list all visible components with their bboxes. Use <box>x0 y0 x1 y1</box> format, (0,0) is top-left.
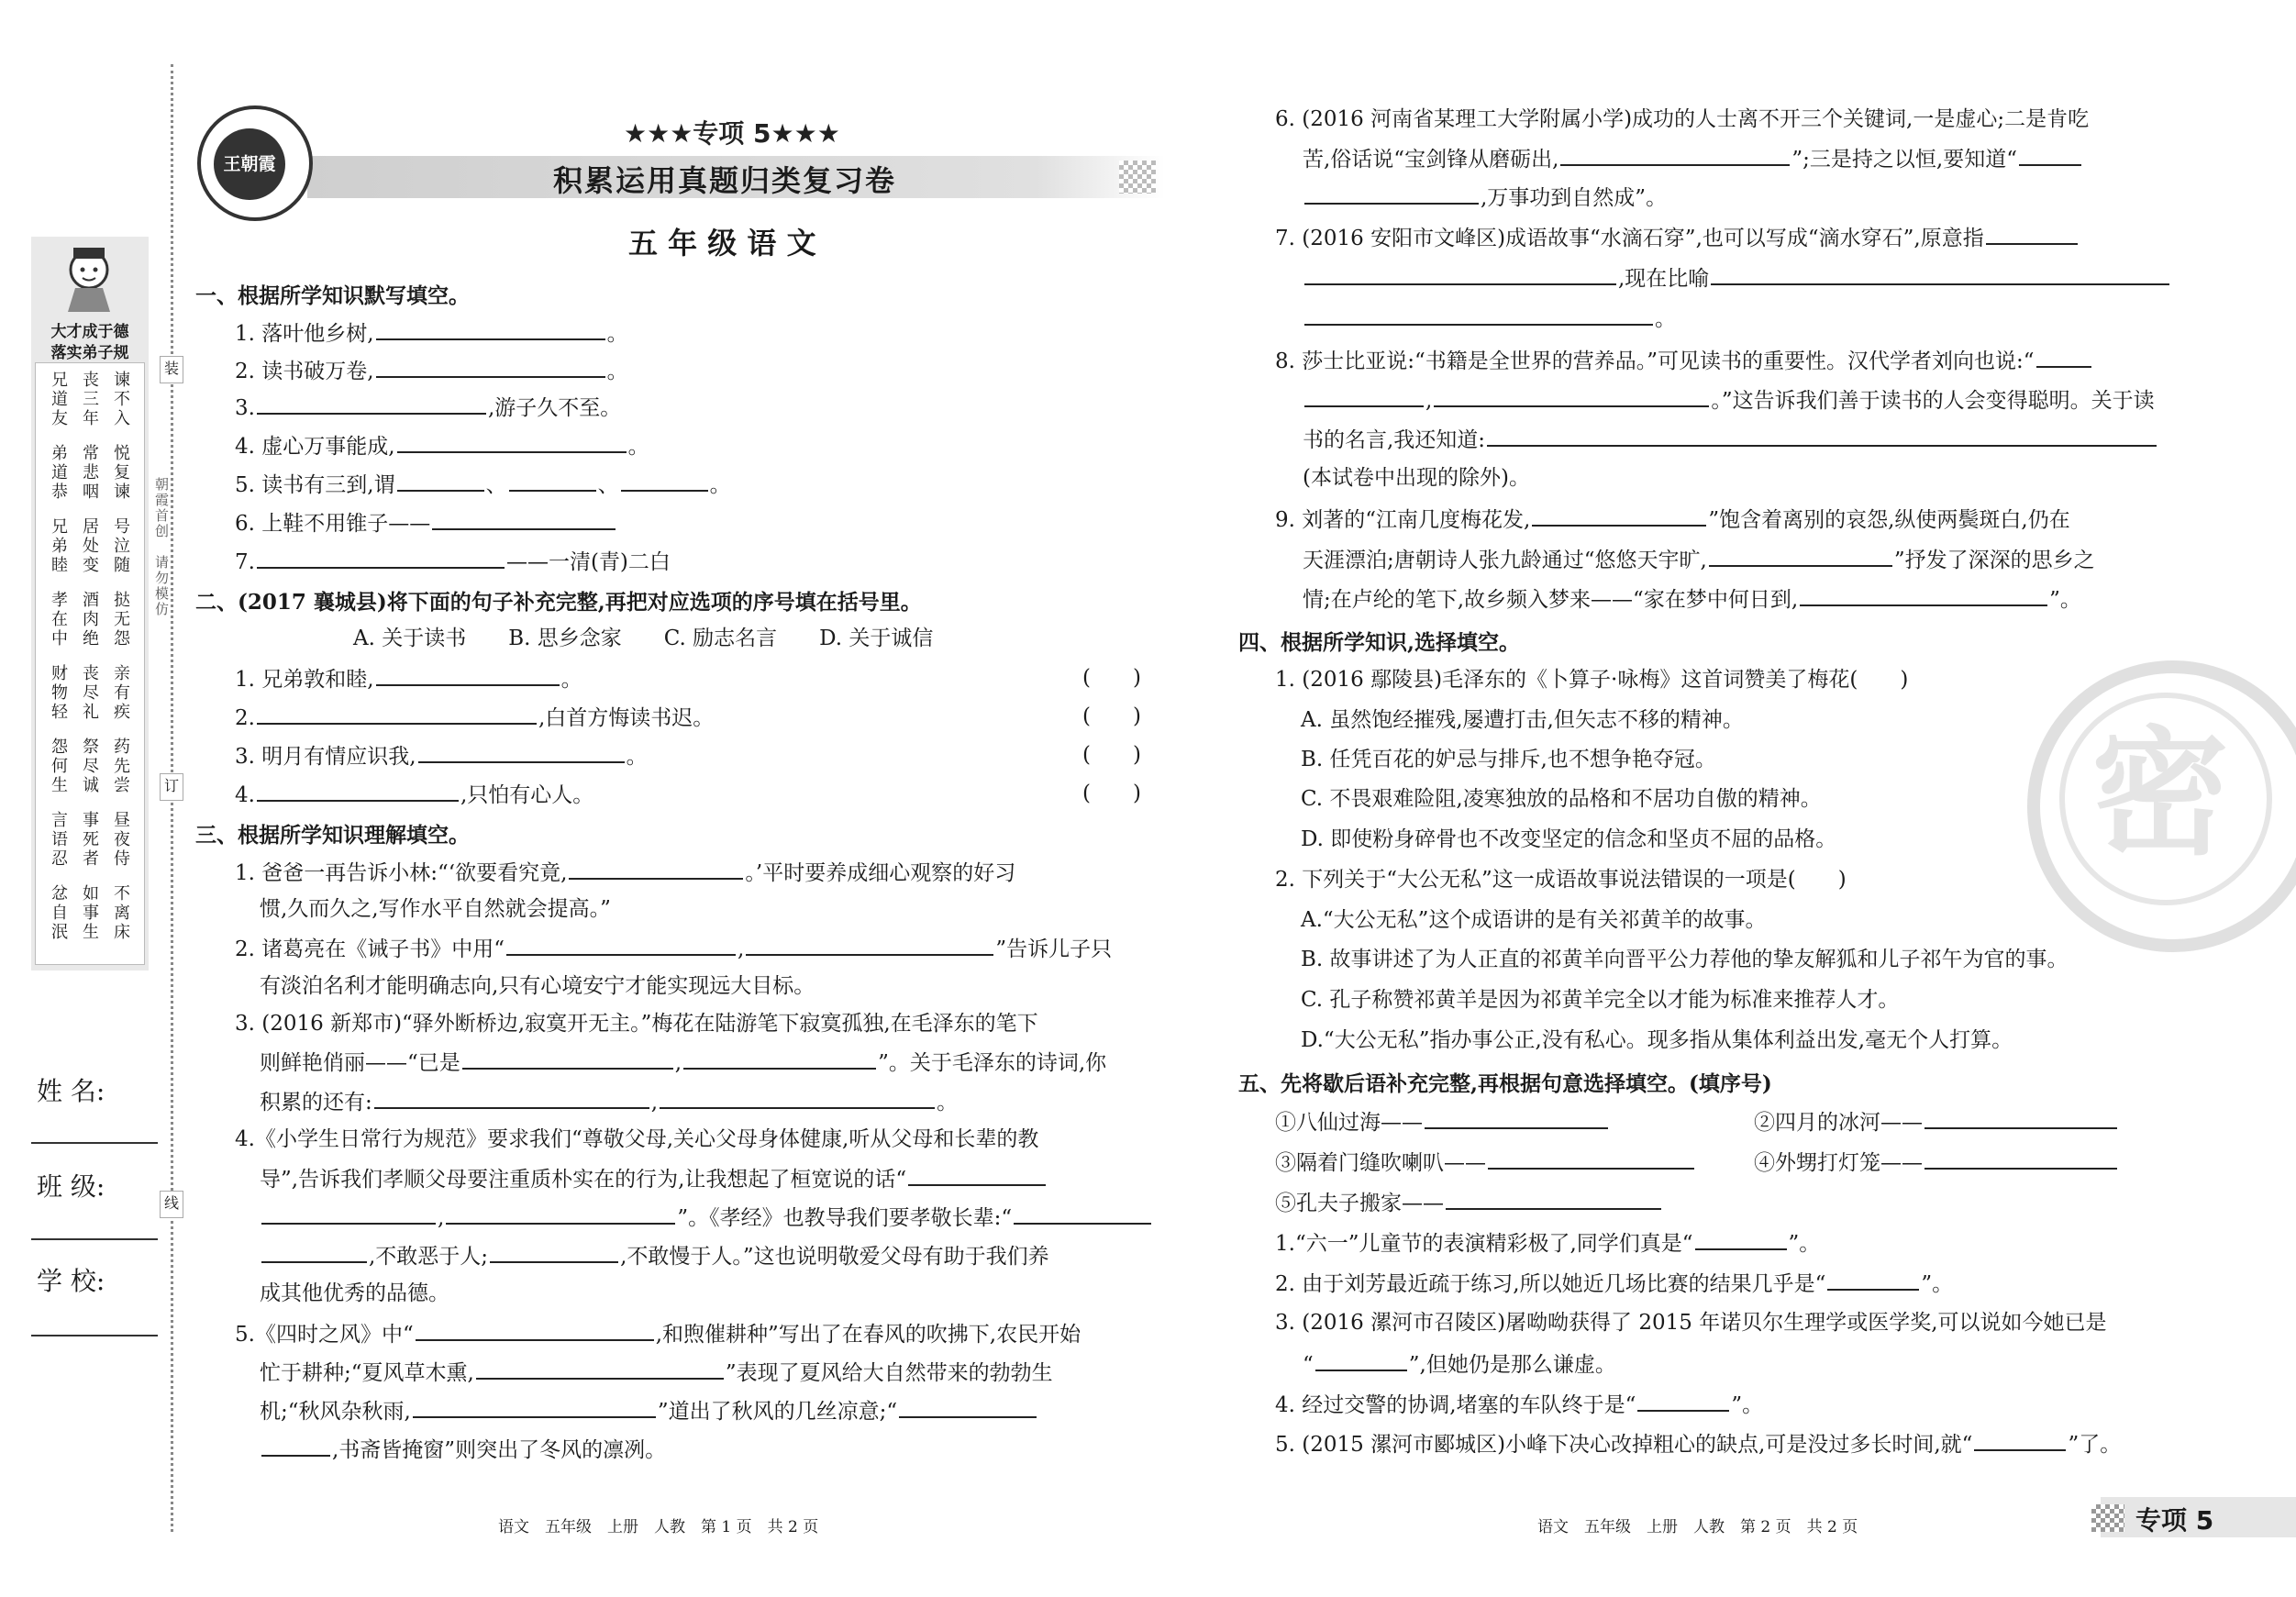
s5-fill-1: 1.“六一”儿童节的表演精彩极了,同学们真是“ ”。 <box>1275 1228 1820 1258</box>
q7-line1: 7. (2016 安阳市文峰区)成语故事“水滴石穿”,也可以写成“滴水穿石”,原意指 <box>1275 223 2080 252</box>
s1-item-1: 1. 落叶他乡树, 。 <box>235 318 628 348</box>
s2-item-2: 2. ,白首方悔读书迟。 <box>235 703 714 732</box>
s3-q5-line4: ,书斋皆掩窗”则突出了冬风的凛冽。 <box>260 1435 666 1464</box>
answer-blank[interactable] <box>257 780 459 802</box>
q8-line4: (本试卷中出现的除外)。 <box>1303 466 1530 490</box>
answer-blank[interactable] <box>1014 1203 1151 1225</box>
answer-blank[interactable] <box>1304 183 1479 205</box>
answer-blank[interactable] <box>1488 1148 1694 1170</box>
answer-blank[interactable] <box>1425 1107 1608 1129</box>
tear-mark-xian: 线 <box>160 1191 183 1218</box>
answer-blank[interactable] <box>476 1358 724 1380</box>
motto-column: 孝在中 <box>49 591 68 649</box>
answer-blank[interactable] <box>490 1241 618 1263</box>
motto-bottom: 落实弟子规 <box>50 344 129 362</box>
s5-fill-3-line1: 3. (2016 漯河市召陵区)屠呦呦获得了 2015 年诺贝尔生理学或医学奖,可以说如今她已是 <box>1275 1311 2107 1335</box>
s3-q5-line2: 忙于耕种;“夏风草木熏, ”表现了夏风给大自然带来的勃勃生 <box>260 1358 1053 1387</box>
q8-line3: 书的名言,我还知道: <box>1303 425 2158 454</box>
answer-blank[interactable] <box>1637 1390 1729 1412</box>
s3-q4-line2: 导”,告诉我们孝顺父母要注重质朴实在的行为,让我想起了桓宽说的话“ <box>260 1164 1048 1193</box>
s4-q1: 1. (2016 鄢陵县)毛泽东的《卜算子·咏梅》这首词赞美了梅花( ) <box>1275 668 1909 692</box>
motto-column: 兄弟睦 <box>49 517 68 575</box>
answer-blank[interactable] <box>1532 505 1706 527</box>
s5-fill-3-line2: “ ”,但她仍是那么谦虚。 <box>1303 1349 1616 1379</box>
section-5-heading: 五、先将歇后语补充完整,再根据句意选择填空。(填序号) <box>1238 1071 1772 1096</box>
left-footer: 语文 五年级 上册 人教 第 1 页 共 2 页 <box>498 1518 819 1536</box>
answer-blank[interactable] <box>1800 584 2047 606</box>
s2-item-1: 1. 兄弟敦和睦, 。 <box>235 664 582 693</box>
answer-blank[interactable] <box>376 664 560 686</box>
s4-q1-option-b[interactable]: B. 任凭百花的妒忌与排斥,也不想争艳夺冠。 <box>1301 748 1716 771</box>
answer-blank[interactable] <box>261 1203 436 1225</box>
s3-q5-line1: 5.《四时之风》中“ ,和煦催耕种”写出了在春风的吹拂下,农民开始 <box>235 1319 1081 1348</box>
answer-blank[interactable] <box>374 1087 649 1109</box>
answer-blank[interactable] <box>509 470 596 492</box>
motto-column: 忿自泯 <box>49 884 68 942</box>
s4-q2-option-c[interactable]: C. 孔子称赞祁黄羊是因为祁黄羊完全以才能为标准来推荐人才。 <box>1301 988 1900 1012</box>
class-field[interactable] <box>31 1238 158 1240</box>
answer-blank[interactable] <box>1986 223 2078 245</box>
answer-blank[interactable] <box>660 1087 935 1109</box>
section-4-heading: 四、根据所学知识,选择填空。 <box>1238 630 1521 655</box>
motto-column: 不离床 <box>111 884 130 942</box>
answer-blank[interactable] <box>1304 263 1616 285</box>
tear-mark-zhuang: 装 <box>160 356 183 383</box>
q8-line1: 8. 莎士比亚说:“书籍是全世界的营养品。”可见读书的重要性。汉代学者刘向也说:“ <box>1275 346 2093 375</box>
s3-q3-line2: 则鲜艳俏丽——“已是 , ”。关于毛泽东的诗词,你 <box>260 1048 1106 1077</box>
q7-line3: 。 <box>1303 304 1676 333</box>
s1-item-2: 2. 读书破万卷, 。 <box>235 356 628 385</box>
xiehouyu-3: ③隔着门缝吹喇叭—— <box>1275 1148 1696 1177</box>
q6-line1: 6. (2016 河南省某理工大学附属小学)成功的人士离不开三个关键词,一是虚心;二是肯吃 <box>1275 107 2090 131</box>
answer-paren[interactable]: ( ) <box>1082 743 1141 767</box>
motto-column: 言语忍 <box>49 811 68 869</box>
motto-column: 谏不入 <box>111 371 130 428</box>
right-footer: 语文 五年级 上册 人教 第 2 页 共 2 页 <box>1537 1518 1858 1536</box>
s1-item-5: 5. 读书有三到,谓 、 、 。 <box>235 470 731 499</box>
q8-line2: , 。”这告诉我们善于读书的人会变得聪明。关于读 <box>1303 385 2155 415</box>
motto-column: 祭尽诚 <box>80 738 99 795</box>
q6-line3: ,万事功到自然成”。 <box>1303 183 1667 212</box>
xiehouyu-5: ⑤孔夫子搬家—— <box>1275 1188 1663 1217</box>
motto-column: 兄道友 <box>49 371 68 428</box>
q7-line2: ,现在比喻 <box>1303 263 2171 293</box>
motto-top: 大才成于德 <box>50 323 129 341</box>
answer-blank[interactable] <box>446 1203 675 1225</box>
s3-q3-line1: 3. (2016 新郑市)“驿外断桥边,寂寞开无主。”梅花在陆游笔下寂寞孤独,在毛泽东的笔下 <box>235 1012 1038 1036</box>
answer-blank[interactable] <box>1315 1349 1407 1371</box>
answer-blank[interactable] <box>462 1048 673 1070</box>
s3-q4-line1: 4.《小学生日常行为规范》要求我们“尊敬父母,关心父母身体健康,听从父母和长辈的教 <box>235 1127 1039 1151</box>
s4-q1-option-d[interactable]: D. 即使粉身碎骨也不改变坚定的信念和坚贞不屈的品格。 <box>1301 827 1837 851</box>
s3-q4-line3: , ”。《孝经》也教导我们要孝敬长辈:“ <box>260 1203 1153 1232</box>
q9-line3: 情;在卢纶的笔下,故乡频入梦来——“家在梦中何日到, ”。 <box>1303 584 2081 614</box>
answer-blank[interactable] <box>683 1048 876 1070</box>
footer-tag-pattern <box>2091 1504 2124 1532</box>
s4-q1-option-c[interactable]: C. 不畏艰难险阻,凌寒独放的品格和不居功自傲的精神。 <box>1301 787 1822 811</box>
answer-blank[interactable] <box>2036 346 2091 368</box>
answer-blank[interactable] <box>1711 263 2169 285</box>
answer-blank[interactable] <box>261 1241 367 1263</box>
answer-blank[interactable] <box>506 934 736 956</box>
xiehouyu-1: ①八仙过海—— <box>1275 1107 1610 1137</box>
s4-q2-option-d[interactable]: D.“大公无私”指办事公正,没有私心。现多指从集体利益出发,毫无个人打算。 <box>1301 1028 2013 1052</box>
s5-fill-4: 4. 经过交警的协调,堵塞的车队终于是“ ”。 <box>1275 1390 1763 1419</box>
motto-column: 常悲咽 <box>80 444 99 502</box>
class-label: 班 级: <box>37 1171 105 1202</box>
answer-blank[interactable] <box>1974 1429 2066 1451</box>
paper-title: 积累运用真题归类复习卷 <box>553 163 897 198</box>
answer-blank[interactable] <box>1434 385 1709 407</box>
answer-blank[interactable] <box>397 431 627 453</box>
answer-blank[interactable] <box>257 703 537 725</box>
motto-column: 事死者 <box>80 811 99 869</box>
s3-q4-line4: ,不敢恶于人; ,不敢慢于人。”这也说明敬爱父母有助于我们养 <box>260 1241 1049 1270</box>
xiehouyu-2: ②四月的冰河—— <box>1754 1107 2119 1137</box>
s3-q1-line2: 惯,久而久之,写作水平自然就会提高。” <box>260 897 611 921</box>
motto-column: 怨何生 <box>49 738 68 795</box>
vertical-note: 朝霞首创 请勿模仿 <box>153 477 170 617</box>
special-label: ★★★专项 5★★★ <box>624 118 840 149</box>
q9-line1: 9. 刘著的“江南几度梅花发, ”饱含着离别的哀怨,纵使两鬓斑白,仍在 <box>1275 505 2070 534</box>
answer-blank[interactable] <box>1695 1228 1787 1250</box>
s4-q2: 2. 下列关于“大公无私”这一成语故事说法错误的一项是( ) <box>1275 868 1847 892</box>
motto-column: 挞无怨 <box>111 591 130 649</box>
answer-blank[interactable] <box>1487 425 2157 447</box>
stamp-character: 密 <box>2091 713 2229 874</box>
school-label: 学 校: <box>37 1266 105 1296</box>
s2-options: A. 关于读书 B. 思乡念家 C. 励志名言 D. 关于诚信 <box>353 627 934 650</box>
answer-paren[interactable]: ( ) <box>1082 666 1141 690</box>
motto-column: 丧尽礼 <box>80 664 99 722</box>
answer-blank[interactable] <box>413 1396 656 1418</box>
name-field[interactable] <box>31 1142 158 1144</box>
section-2-heading: 二、(2017 襄城县)将下面的句子补充完整,再把对应选项的序号填在括号里。 <box>195 590 922 615</box>
answer-blank[interactable] <box>908 1164 1046 1186</box>
s4-q2-option-b[interactable]: B. 故事讲述了为人正直的祁黄羊向晋平公力荐他的挚友解狐和儿子祁午为官的事。 <box>1301 948 2069 971</box>
answer-blank[interactable] <box>1304 385 1424 407</box>
answer-blank[interactable] <box>432 508 616 530</box>
footer-tag-label: 专项 5 <box>2135 1505 2214 1536</box>
s4-q2-option-a[interactable]: A.“大公无私”这个成语讲的是有关祁黄羊的故事。 <box>1301 908 1767 932</box>
s4-q1-option-a[interactable]: A. 虽然饱经摧残,屡遭打击,但矢志不移的精神。 <box>1301 708 1744 732</box>
logo-text: 王朝霞 <box>223 154 276 174</box>
s3-q3-line3: 积累的还有: , 。 <box>260 1087 958 1116</box>
q6-line2: 苦,俗话说“宝剑锋从磨砺出, ”;三是持之以恒,要知道“ <box>1303 144 2083 173</box>
motto-column: 如事生 <box>80 884 99 942</box>
answer-blank[interactable] <box>1446 1188 1661 1210</box>
paper-subtitle: 五 年 级 语 文 <box>628 226 816 261</box>
motto-column: 药先尝 <box>111 738 130 795</box>
motto-column: 号泣随 <box>111 517 130 575</box>
answer-paren[interactable]: ( ) <box>1082 704 1141 728</box>
section-1-heading: 一、根据所学知识默写填空。 <box>195 283 470 308</box>
s3-q2-line1: 2. 诸葛亮在《诫子书》中用“ , ”告诉儿子只 <box>235 934 1112 963</box>
motto-column: 弟道恭 <box>49 444 68 502</box>
answer-blank[interactable] <box>1709 545 1892 567</box>
answer-blank[interactable] <box>1827 1269 1919 1291</box>
motto-column: 昼夜侍 <box>111 811 130 869</box>
answer-blank[interactable] <box>376 318 605 340</box>
banner-pattern <box>1119 161 1156 194</box>
motto-column: 丧三年 <box>80 371 99 428</box>
school-field[interactable] <box>31 1335 158 1336</box>
answer-blank[interactable] <box>418 741 625 763</box>
motto-column: 酒肉绝 <box>80 591 99 649</box>
s3-q1-line1: 1. 爸爸一再告诉小林:“‘欲要看究竟, 。’平时要养成细心观察的好习 <box>235 858 1015 887</box>
answer-blank[interactable] <box>746 934 993 956</box>
s5-fill-2: 2. 由于刘芳最近疏于练习,所以她近几场比赛的结果几乎是“ ”。 <box>1275 1269 1953 1298</box>
answer-paren[interactable]: ( ) <box>1082 782 1141 805</box>
answer-blank[interactable] <box>261 1435 330 1457</box>
s3-q5-line3: 机;“秋风杂秋雨, ”道出了秋风的几丝凉意;“ <box>260 1396 1038 1425</box>
motto-column: 悦复谏 <box>111 444 130 502</box>
answer-blank[interactable] <box>416 1319 654 1341</box>
motto-column: 居处变 <box>80 517 99 575</box>
answer-blank[interactable] <box>899 1396 1037 1418</box>
answer-blank[interactable] <box>376 356 605 378</box>
s1-item-6: 6. 上鞋不用锥子—— <box>235 508 617 538</box>
s2-item-4: 4. ,只怕有心人。 <box>235 780 593 809</box>
s1-item-7: 7. ——一清(青)二白 <box>235 547 671 576</box>
mascot-icon <box>57 246 121 312</box>
s3-q4-line5: 成其他优秀的品德。 <box>260 1281 449 1305</box>
answer-blank[interactable] <box>569 858 743 880</box>
motto-text-box <box>35 362 145 965</box>
s2-item-3: 3. 明月有情应识我, 。 <box>235 741 648 771</box>
answer-blank[interactable] <box>1304 304 1653 326</box>
motto-column: 亲有疾 <box>111 664 130 722</box>
answer-blank[interactable] <box>1924 1107 2117 1129</box>
answer-blank[interactable] <box>621 470 708 492</box>
section-3-heading: 三、根据所学知识理解填空。 <box>195 823 470 848</box>
answer-blank[interactable] <box>257 393 486 415</box>
s3-q2-line2: 有淡泊名利才能明确志向,只有心境安宁才能实现远大目标。 <box>260 974 815 998</box>
s1-item-3: 3. ,游子久不至。 <box>235 393 621 422</box>
motto-column: 财物轻 <box>49 664 68 722</box>
answer-blank[interactable] <box>397 470 484 492</box>
s5-fill-5: 5. (2015 漯河市郾城区)小峰下决心改掉粗心的缺点,可是没过多长时间,就“ ”了。 <box>1275 1429 2121 1458</box>
xiehouyu-4: ④外甥打灯笼—— <box>1754 1148 2119 1177</box>
s1-item-4: 4. 虚心万事能成, 。 <box>235 431 649 460</box>
q9-line2: 天涯漂泊;唐朝诗人张九龄通过“悠悠天宇旷, ”抒发了深深的思乡之 <box>1303 545 2095 574</box>
answer-blank[interactable] <box>257 547 505 569</box>
tear-mark-ding: 订 <box>160 773 183 801</box>
answer-blank[interactable] <box>1560 144 1790 166</box>
name-label: 姓 名: <box>37 1076 105 1106</box>
answer-blank[interactable] <box>1924 1148 2117 1170</box>
answer-blank[interactable] <box>2019 144 2081 166</box>
